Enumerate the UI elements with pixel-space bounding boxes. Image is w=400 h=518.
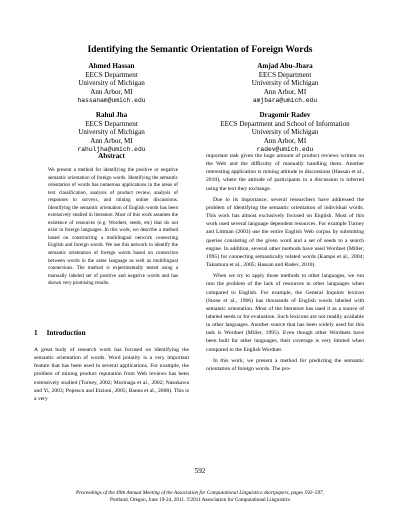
footer-line-1: Proceedings of the 49th Annual Meeting of the Association for Computational Linguistics:shortpapers, pages 592–597, [76,490,324,496]
author-city: Ann Arbor, MI [90,88,133,97]
author-name: Ahmed Hassan [88,62,135,70]
author-univ: University of Michigan [78,128,145,137]
author-univ: University of Michigan [251,128,319,137]
author-dept: EECS Department [85,70,138,79]
section-heading [34,329,95,337]
author-email: radev@umich.edu [256,145,314,153]
section-number: 1 [34,329,38,337]
intro-paragraph: important task given the huge amount of product reviews written on the Web and the difficulty of manually handling them. Another interesting application is mining attitude in discussions (Hassan et al., 2010), where the attitude of participants in a discussion is inferred using the text they exchange. [206,153,364,192]
author-dept: EECS Department and School of Information [220,119,350,128]
author-block-1 [34,62,189,106]
author-dept: EECS Department [258,70,312,79]
author-email: amjbara@umich.edu [252,96,318,104]
intro-right-column [206,152,364,376]
abstract-heading: Abstract [98,152,125,160]
author-name: Dragomir Radev [259,111,311,119]
intro-paragraph: When we try to apply those methods to other languages, we run into the problem of the lack of resources in other languages when compared to English. For example, the General Inquirer lexicon (Stone et al., 1966) has thousands of English words labeled with semantic orientation. Most of the literature has used it as a source of labeled seeds or for evaluation. Such lexicons are not readily available in other languages. Another source that has been widely used for this task is Wordnet (Miller, 1995). Even though other Wordnets have been built for other languages, their coverage is very limited when compared to the English Wordnet. [206,273,364,353]
author-dept: EECS Department [85,119,138,128]
footer-line-2: Portland, Oregon, June 19-24, 2011. ©2011 Association for Computational Linguistics [109,496,291,503]
author-email: hassanam@umich.edu [77,96,146,104]
section-title: Introduction [46,329,86,337]
author-city: Ann Arbor, MI [263,137,307,146]
proceedings-footer [40,490,360,503]
author-univ: University of Michigan [251,79,319,88]
abstract-text: We present a method for identifying the positive or negative semantic orientation of foreign words. Identifying the semantic orientation of words has numerous applications in the areas of text classification, analysis of product review, analysis of responses to surveys, and mining online discussions. Identifying the semantic orientation of English words has been extensively studied in literature. Most of this work assumes the existence of resources (e.g. Wordnet, seeds, etc) that do not exist in foreign languages. In this work, we describe a method based on constructing a multilingual network connecting English and foreign words. We use this network to identify the semantic orientation of foreign words based on connection between words in the same language as well as multilingual connections. The method is experimentally tested using a manually labeled set of positive and negative words and has shown very promising results. [48,167,178,287]
page-number: 592 [194,467,206,475]
author-univ: University of Michigan [78,79,145,88]
author-city: Ann Arbor, MI [90,137,133,146]
author-block-2 [206,62,364,106]
intro-left-paragraph: A great body of research work has focused on identifying the semantic orientation of words. Word polarity is a very important feature that has been used in several applications. For example, the problem of mining product reputation from Web reviews has been extensively studied (Turney, 2002; Morinaga et al., 2002; Nasukawa and Yi, 2003; Popescu and Etzioni, 2005; Banea et al., 2008). This is a very [34,347,189,402]
author-name: Rahul Jha [95,111,128,119]
author-city: Ann Arbor, MI [263,88,307,97]
paper-title: Identifying the Semantic Orientation of Foreign Words [87,44,313,55]
intro-paragraph: Due to its importance, several researchers have addressed the problem of identifying the semantic orientation of individual words. This work has almost exclusively focused on English. Most of this work used several language dependent resources. For example Turney and Littman (2003) use the entire English Web corpus by submitting queries consisting of the given word and a set of seeds to a search engine. In addition, several other methods have used Wordnet (Miller, 1995) for connecting semantically related words (Kamps et al., 2004; Takamura et al., 2005; Hassan and Radev, 2010). [206,196,364,269]
author-name: Amjad Abu-Jbara [257,62,313,70]
author-block-3 [34,111,189,155]
author-block-4 [176,111,394,155]
intro-paragraph: In this work, we present a method for predicting the semantic orientation of foreign words. The pro- [206,357,364,372]
author-email: rahuljha@umich.edu [77,145,146,153]
